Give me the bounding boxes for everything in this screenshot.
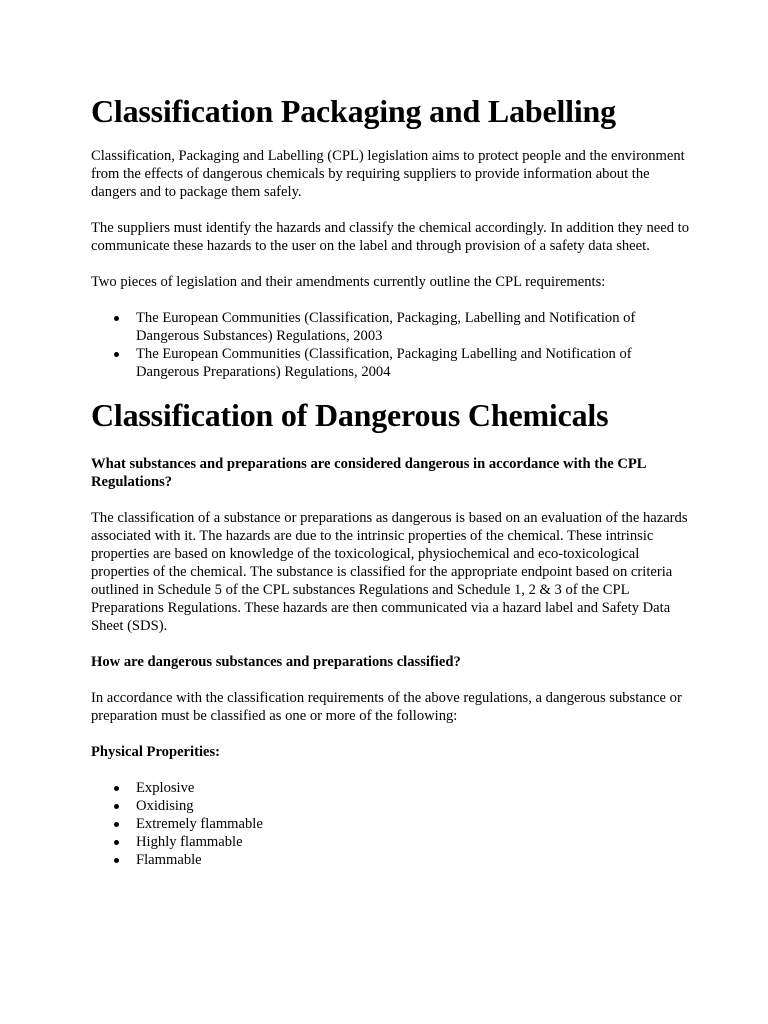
document-page [91, 92, 691, 869]
list-item [91, 309, 691, 345]
list-item-text: Extremely flammable [136, 816, 263, 832]
section-title-cpl: Classification Packaging and Labelling [91, 93, 616, 129]
supplier-duties-paragraph: The suppliers must identify the hazards and classify the chemical accordingly. In addition they need to communicate these hazards to the user on the label and through provision of a safety data sheet. [91, 220, 690, 254]
bullet-icon [114, 822, 119, 827]
bullet-icon [114, 858, 119, 863]
list-item-text: The European Communities (Classification, Packaging, Labelling and Notification of Dangerous Substances) Regulations, 2003 [136, 310, 636, 344]
list-item [91, 797, 691, 815]
section-title-dangerous-chemicals: Classification of Dangerous Chemicals [91, 397, 609, 433]
physical-properties-list [91, 779, 691, 869]
list-item [91, 779, 691, 797]
list-item [91, 851, 691, 869]
bullet-icon [114, 786, 119, 791]
bullet-icon [114, 316, 119, 321]
bullet-icon [114, 804, 119, 809]
question-how-classified: How are dangerous substances and preparations classified? [91, 654, 461, 670]
bullet-icon [114, 840, 119, 845]
list-item-text: Explosive [136, 780, 195, 796]
legislation-intro-paragraph: Two pieces of legislation and their amendments currently outline the CPL requirements: [91, 274, 606, 290]
question-dangerous-substances: What substances and preparations are considered dangerous in accordance with the CPL Regulations? [91, 456, 646, 490]
list-item [91, 833, 691, 851]
list-item [91, 815, 691, 833]
list-item-text: Highly flammable [136, 834, 243, 850]
physical-properties-heading: Physical Properities: [91, 744, 221, 760]
classification-basis-paragraph: The classification of a substance or preparations as dangerous is based on an evaluation of the hazards associated with it. The hazards are due to the intrinsic properties of the chemical. These intrinsic properties are based on knowledge of the toxicological, physiochemical and eco-toxicological properties of the chemical. The substance is classified for the appropriate endpoint based on criteria outlined in Schedule 5 of the CPL substances Regulations and Schedule 1, 2 & 3 of the CPL Preparations Regulations. These hazards are then communicated via a hazard label and Safety Data Sheet (SDS). [91, 510, 688, 634]
cpl-intro-paragraph: Classification, Packaging and Labelling (CPL) legislation aims to protect people and the environment from the effects of dangerous chemicals by requiring suppliers to provide information about the dangers and to package them safely. [91, 148, 685, 200]
list-item-text: Oxidising [136, 798, 194, 814]
list-item-text: The European Communities (Classification, Packaging Labelling and Notification of Dangerous Preparations) Regulations, 2004 [136, 346, 632, 380]
list-item-text: Flammable [136, 852, 202, 868]
legislation-list [91, 309, 691, 381]
classification-requirements-paragraph: In accordance with the classification requirements of the above regulations, a dangerous substance or preparation must be classified as one or more of the following: [91, 690, 682, 724]
list-item [91, 345, 691, 381]
bullet-icon [114, 352, 119, 357]
